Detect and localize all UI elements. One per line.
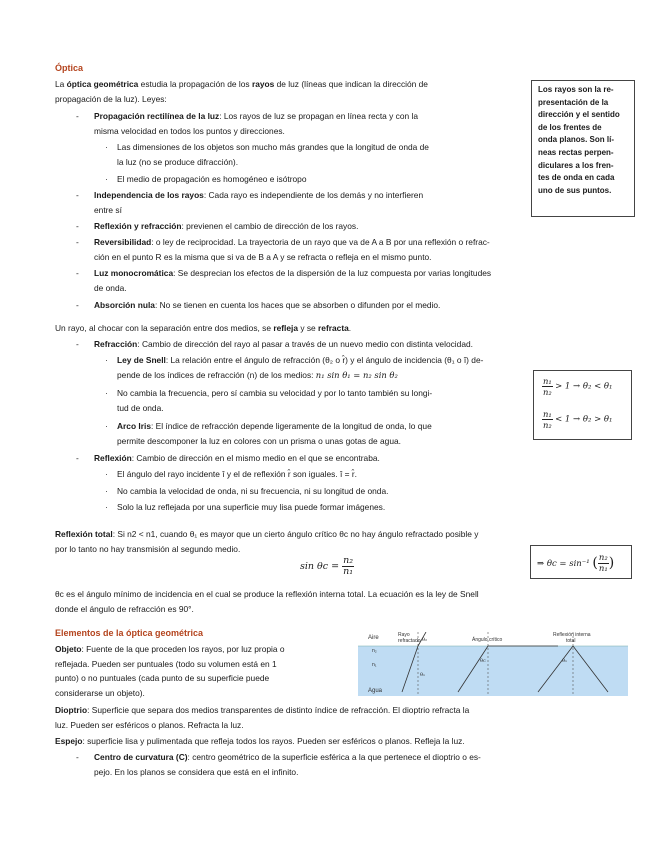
refraction-ratio-box: $\frac{\text{n₁}}{\text{n₂}}$ > 1 → θ₂ < θ₁ $\frac{\text{n₁}}{\text{n₂}}$ < 1 → θ₂ > θ₁ bbox=[533, 370, 632, 440]
law-rectilinear: Propagación rectilínea de la luz: Los rayos de luz se propagan en línea recta y con la misma velocidad en todos los puntos y direcciones. bbox=[94, 111, 418, 136]
refraction-item: Refracción: Cambio de dirección del rayo al pasar a través de un nuevo medio con distinta velocidad. bbox=[94, 339, 473, 349]
dioptrio-definition: Dioptrio: Superficie que separa dos medios transparentes de distinto índice de refracción. El dioptrio refracta la luz. Pueden ser esféricos o planos. Refracta la luz. bbox=[55, 705, 470, 730]
mirror-definition: Espejo: superficie lisa y pulimentada que refleja todos los rayos. Pueden ser esféricos o planos. Refleja la luz. bbox=[55, 736, 465, 746]
svg-text:θ₂: θ₂ bbox=[422, 637, 428, 643]
critical-angle-equation: sin θc = $\frac{\text{n₂}}{\text{n₁}}$ bbox=[300, 555, 354, 577]
svg-text:θ₁: θ₁ bbox=[420, 672, 426, 678]
rays-definition-box: Los rayos son la re- presentación de la dirección y el sentido de los frentes de onda planos. Son lí- neas rectas perpen- diculares a los fren- tes de onda en cada uno de sus puntos. bbox=[531, 80, 635, 217]
total-reflection: Reflexión total: Si n2 < n1, cuando θ₁ es mayor que un cierto ángulo crítico θc no hay ángulo refractado posible y por lo tanto no hay transmisión al segundo medio. bbox=[55, 529, 479, 554]
svg-text:n₁: n₁ bbox=[372, 662, 377, 668]
svg-text:Ángulo crítico: Ángulo crítico bbox=[472, 637, 503, 643]
law-reflection-refraction: Reflexión y refracción: previenen el cambio de dirección de los rayos. bbox=[94, 221, 359, 231]
svg-text:Reflexión interna: Reflexión interna bbox=[553, 632, 591, 638]
critical-angle-explanation: θc es el ángulo mínimo de incidencia en el cual se produce la reflexión interna total. La ecuación es la ley de Snell donde el ángulo de refracción es 90°. bbox=[55, 589, 479, 614]
refraction-figure bbox=[358, 632, 628, 696]
snell-equation: n₁ sin θ₁ = n₂ sin θ₂ bbox=[315, 369, 398, 380]
svg-text:Agua: Agua bbox=[368, 688, 383, 694]
svg-text:n₂: n₂ bbox=[372, 648, 377, 654]
svg-text:Aire: Aire bbox=[368, 635, 379, 641]
snell-law: Ley de Snell: La relación entre el ángulo de refracción (θ₂ o r̂) y el ángulo de incidencia (θ₁ o î) de- pende de los índices de refracción (n) de los medios: n₁ sin θ₁ = n₂ sin θ₂ bbox=[117, 355, 484, 380]
water-region bbox=[358, 646, 628, 696]
rainbow-item: Arco Iris: El índice de refracción depende ligeramente de la longitud de onda, lo que permite descomponer la luz en colores con un prisma o unas gotas de agua. bbox=[117, 421, 432, 446]
ray-paragraph: Un rayo, al chocar con la separación entre dos medios, se refleja y se refracta. bbox=[55, 323, 352, 333]
object-definition: Objeto: Fuente de la que proceden los rayos, por luz propia o reflejada. Pueden ser puntuales (todo su volumen está en 1 punto) o no puntuales (cada punto de su superficie puede considerarse un objeto). bbox=[55, 644, 285, 698]
svg-text:θc: θc bbox=[480, 658, 486, 664]
elements-heading: Elementos de la óptica geométrica bbox=[55, 628, 204, 638]
svg-text:θ₁: θ₁ bbox=[562, 658, 568, 664]
svg-text:Rayo: Rayo bbox=[398, 632, 410, 638]
curvature-center: Centro de curvatura (C): centro geométrico de la superficie esférica a la que pertenece el dioptrio o es- pejo. En los planos se considera que está en el infinito. bbox=[94, 752, 481, 777]
law-independence: Independencia de los rayos: Cada rayo es independiente de los demás y no interfieren entre sí bbox=[94, 190, 424, 215]
law-null-absorption: Absorción nula: No se tienen en cuenta los haces que se absorben o difunden por el medio. bbox=[94, 300, 441, 310]
intro-paragraph: La óptica geométrica estudia la propagación de los rayos de luz (líneas que indican la dirección de propagación de la luz). Leyes: bbox=[55, 79, 428, 104]
svg-text:total: total bbox=[566, 638, 576, 644]
law-reversibility: Reversibilidad: o ley de reciprocidad. La trayectoria de un rayo que va de A a B por una reflexión o refrac- ción en el punto R es la misma que si va de B a A y se refracta o refleja en el mismo punto. bbox=[94, 237, 490, 262]
svg-text:refractado: refractado bbox=[398, 638, 421, 644]
page-title: Óptica bbox=[55, 63, 84, 73]
critical-angle-box: ⇒ θc = sin⁻¹ ( $\frac{\text{n₂}}{\text{n₁}}$ ) bbox=[530, 545, 632, 579]
reflection-item: Reflexión: Cambio de dirección en el mismo medio en el que se encontraba. bbox=[94, 453, 380, 463]
law-monochromatic: Luz monocromática: Se desprecian los efectos de la dispersión de la luz compuesta por varias longitudes de onda. bbox=[94, 268, 492, 293]
